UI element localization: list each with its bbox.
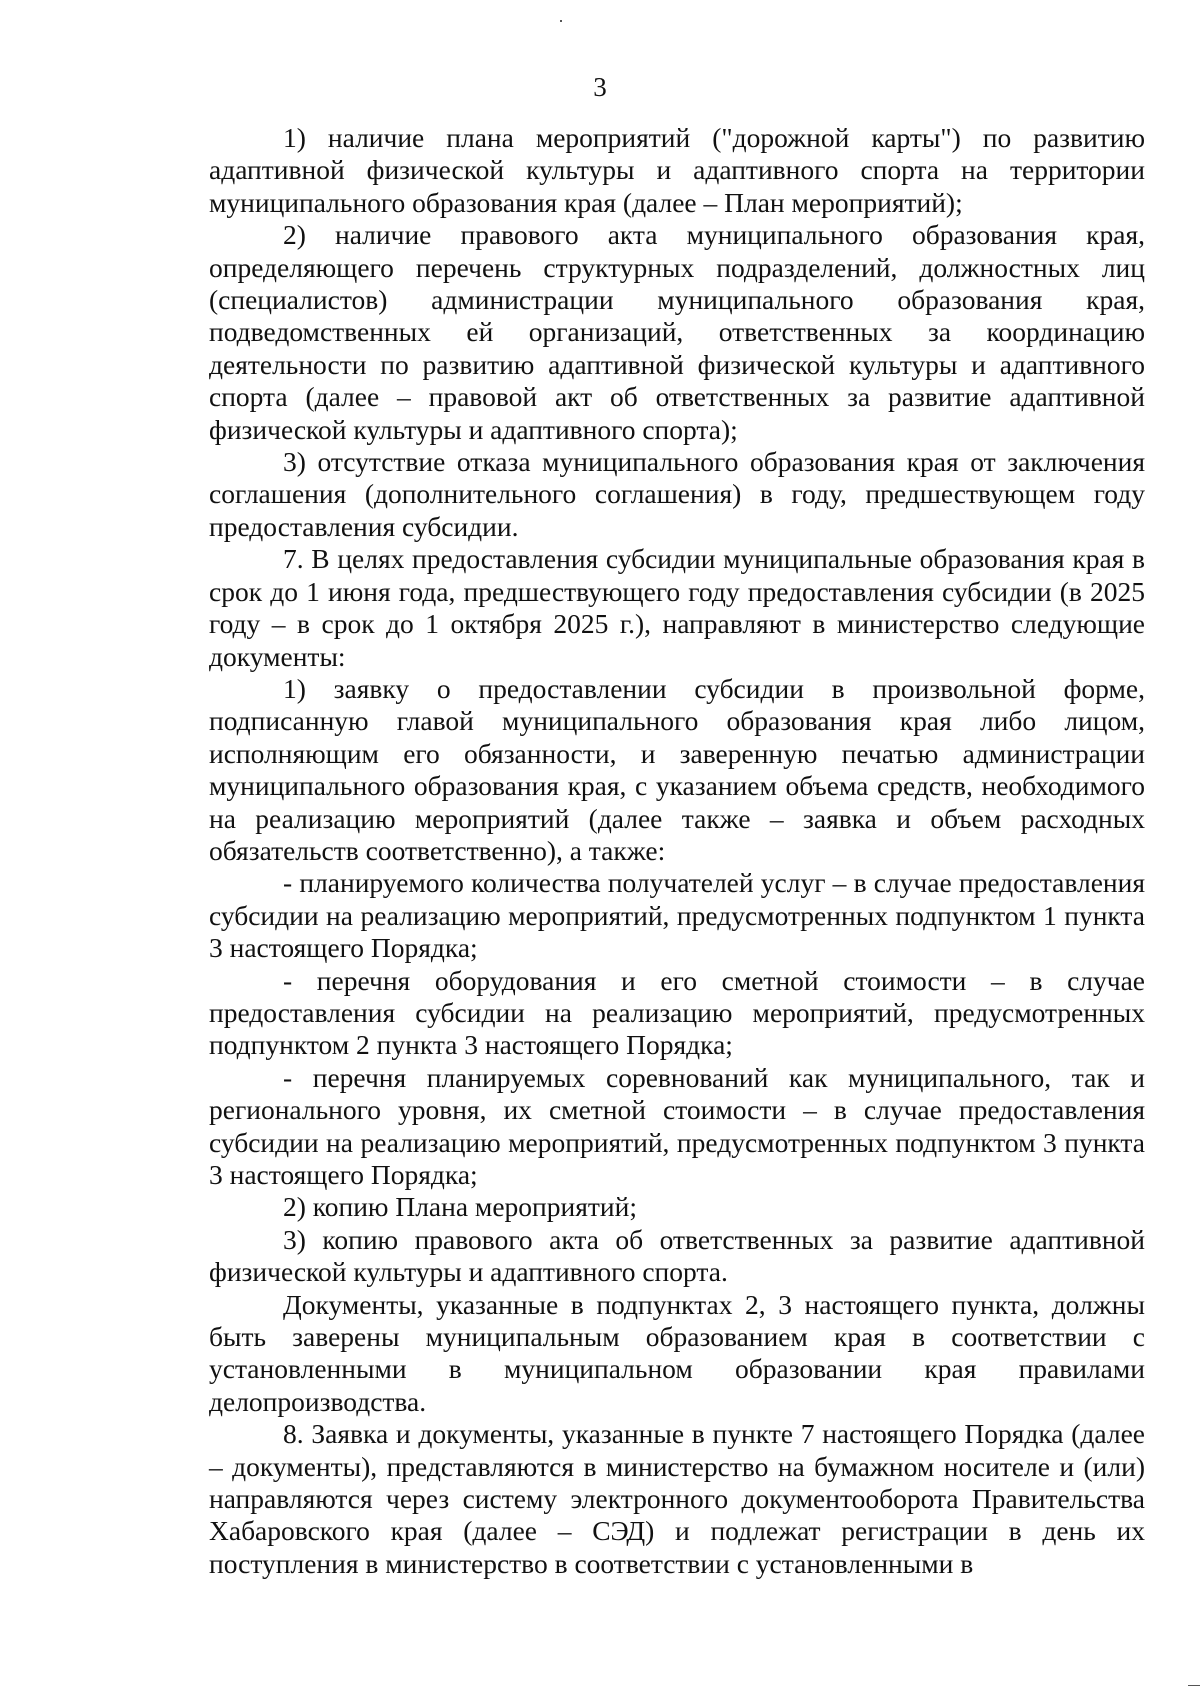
paragraph-bullet-2: - перечня оборудования и его сметной стоимости – в случае предоставления субсидии на реализацию мероприятий, предусмотренных подпунктом 2 пункта 3 настоящего Порядка; (209, 964, 1145, 1061)
paragraph-certification: Документы, указанные в подпунктах 2, 3 настоящего пункта, должны быть заверены муниципальным образованием края в соответствии с установленными в муниципальном образовании края правилами делопроизводства. (209, 1288, 1145, 1417)
paragraph-bullet-3: - перечня планируемых соревнований как муниципального, так и регионального уровня, их сметной стоимости – в случае предоставления субсидии на реализацию мероприятий, предусмотренных подпунктом 3 пункта 3 настоящего Порядка; (209, 1061, 1145, 1190)
paragraph-doc-3: 3) копию правового акта об ответственных за развитие адаптивной физической культуры и адаптивного спорта. (209, 1223, 1145, 1288)
paragraph-bullet-1: - планируемого количества получателей услуг – в случае предоставления субсидии на реализацию мероприятий, предусмотренных подпунктом 1 пункта 3 настоящего Порядка; (209, 867, 1145, 964)
page-number: 3 (593, 72, 607, 102)
document-body (209, 122, 1145, 1580)
scan-edge-mark (1188, 1685, 1200, 1686)
paragraph-doc-2: 2) копию Плана мероприятий; (283, 1191, 637, 1223)
paragraph-condition-3: 3) отсутствие отказа муниципального образования края от заключения соглашения (дополнительного соглашения) в году, предшествующем году предоставления субсидии. (209, 446, 1145, 542)
paragraph-section-8: 8. Заявка и документы, указанные в пункте 7 настоящего Порядка (далее – документы), представляются в министерство на бумажном носителе и (или) направляются через систему электронного документооборота Правительства Хабаровского края (далее – СЭД) и подлежат регистрации в день их поступления в министерство в соответствии с установленными в (209, 1418, 1145, 1579)
paragraph-condition-2: 2) наличие правового акта муниципального образования края, определяющего перечень структурных подразделений, должностных лиц (специалистов) администрации муниципального образования края, подведомственных ей организаций, ответственных за координацию деятельности по развитию адаптивной физической культуры и адаптивного спорта (далее – правовой акт об ответственных за развитие адаптивной физической культуры и адаптивного спорта); (209, 219, 1145, 445)
scan-speck (560, 20, 562, 22)
paragraph-condition-1: 1) наличие плана мероприятий ("дорожной карты") по развитию адаптивной физической культуры и адаптивного спорта на территории муниципального образования края (далее – План мероприятий); (209, 122, 1145, 218)
paragraph-section-7: 7. В целях предоставления субсидии муниципальные образования края в срок до 1 июня года, предшествующего году предоставления субсидии (в 2025 году – в срок до 1 октября 2025 г.), направляют в министерство следующие документы: (209, 543, 1145, 672)
paragraph-doc-1: 1) заявку о предоставлении субсидии в произвольной форме, подписанную главой муниципального образования края либо лицом, исполняющим его обязанности, и заверенную печатью администрации муниципального образования края, с указанием объема средств, необходимого на реализацию мероприятий (далее также – заявка и объем расходных обязательств соответственно), а также: (209, 672, 1145, 866)
